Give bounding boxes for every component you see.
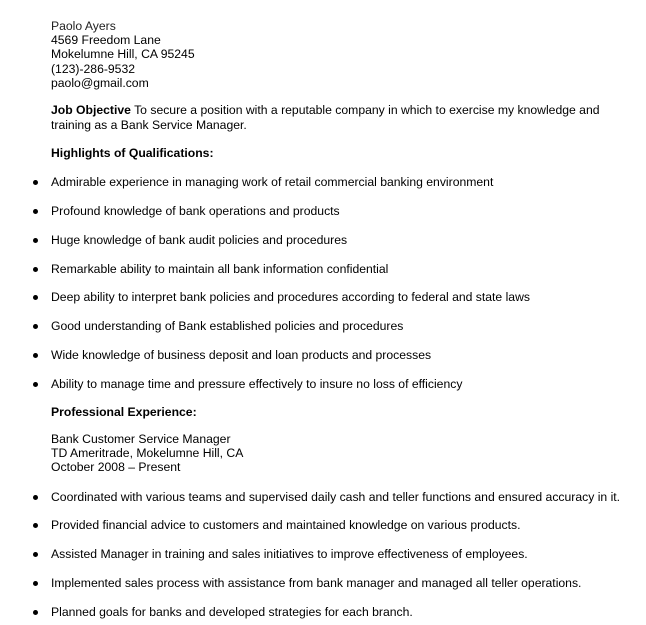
list-item [0,518,646,534]
job-objective-text: To secure a position with a reputable company in which to exercise my knowledge and training as a Bank Service Manager. [51,103,600,132]
list-item [0,348,646,364]
contact-street: 4569 Freedom Lane [51,33,161,48]
contact-city: Mokelumne Hill, CA 95245 [51,47,195,62]
job-objective [51,103,631,132]
job-employer: TD Ameritrade, Mokelumne Hill, CA [51,446,244,461]
bullet-dot-icon [33,495,38,500]
list-item [0,490,646,506]
list-item-text: Assisted Manager in training and sales initiatives to improve effectiveness of employees. [51,547,528,561]
bullet-dot-icon [33,353,38,358]
list-item-text: Planned goals for banks and developed strategies for each branch. [51,605,413,619]
list-item [0,319,646,335]
job-objective-label: Job Objective [51,103,131,117]
list-item [0,547,646,563]
list-item-text: Implemented sales process with assistance from bank manager and managed all teller operations. [51,576,582,590]
list-item-text: Provided financial advice to customers and maintained knowledge on various products. [51,518,521,532]
bullet-dot-icon [33,238,38,243]
contact-phone: (123)-286-9532 [51,61,136,76]
job-dates: October 2008 – Present [51,460,181,475]
contact-name: Paolo Ayers [51,19,116,33]
job-title: Bank Customer Service Manager [51,432,231,446]
qualifications-heading: Highlights of Qualifications: [51,146,214,160]
bullet-dot-icon [33,610,38,615]
list-item [0,290,646,306]
list-item-text: Profound knowledge of bank operations and products [51,204,340,218]
list-item-text: Admirable experience in managing work of retail commercial banking environment [51,175,494,189]
bullet-dot-icon [33,581,38,586]
list-item [0,605,646,621]
list-item-text: Remarkable ability to maintain all bank information confidential [51,262,389,276]
list-item [0,576,646,592]
list-item [0,377,646,393]
list-item-text: Deep ability to interpret bank policies and procedures according to federal and state laws [51,290,530,304]
list-item-text: Wide knowledge of business deposit and loan products and processes [51,348,432,362]
bullet-dot-icon [33,324,38,329]
list-item-text: Good understanding of Bank established policies and procedures [51,319,404,333]
bullet-dot-icon [33,209,38,214]
bullet-dot-icon [33,267,38,272]
list-item-text: Huge knowledge of bank audit policies and procedures [51,233,348,247]
list-item-text: Coordinated with various teams and supervised daily cash and teller functions and ensured accuracy in it. [51,490,621,504]
list-item [0,233,646,249]
bullet-dot-icon [33,523,38,528]
list-item [0,262,646,278]
list-item [0,175,646,191]
bullet-dot-icon [33,295,38,300]
bullet-dot-icon [33,180,38,185]
contact-email: paolo@gmail.com [51,75,149,90]
experience-heading: Professional Experience: [51,405,197,419]
bullet-dot-icon [33,382,38,387]
bullet-dot-icon [33,552,38,557]
contact-block [51,19,195,90]
list-item [0,204,646,220]
list-item-text: Ability to manage time and pressure effectively to insure no loss of efficiency [51,377,463,391]
job-block [51,432,243,475]
